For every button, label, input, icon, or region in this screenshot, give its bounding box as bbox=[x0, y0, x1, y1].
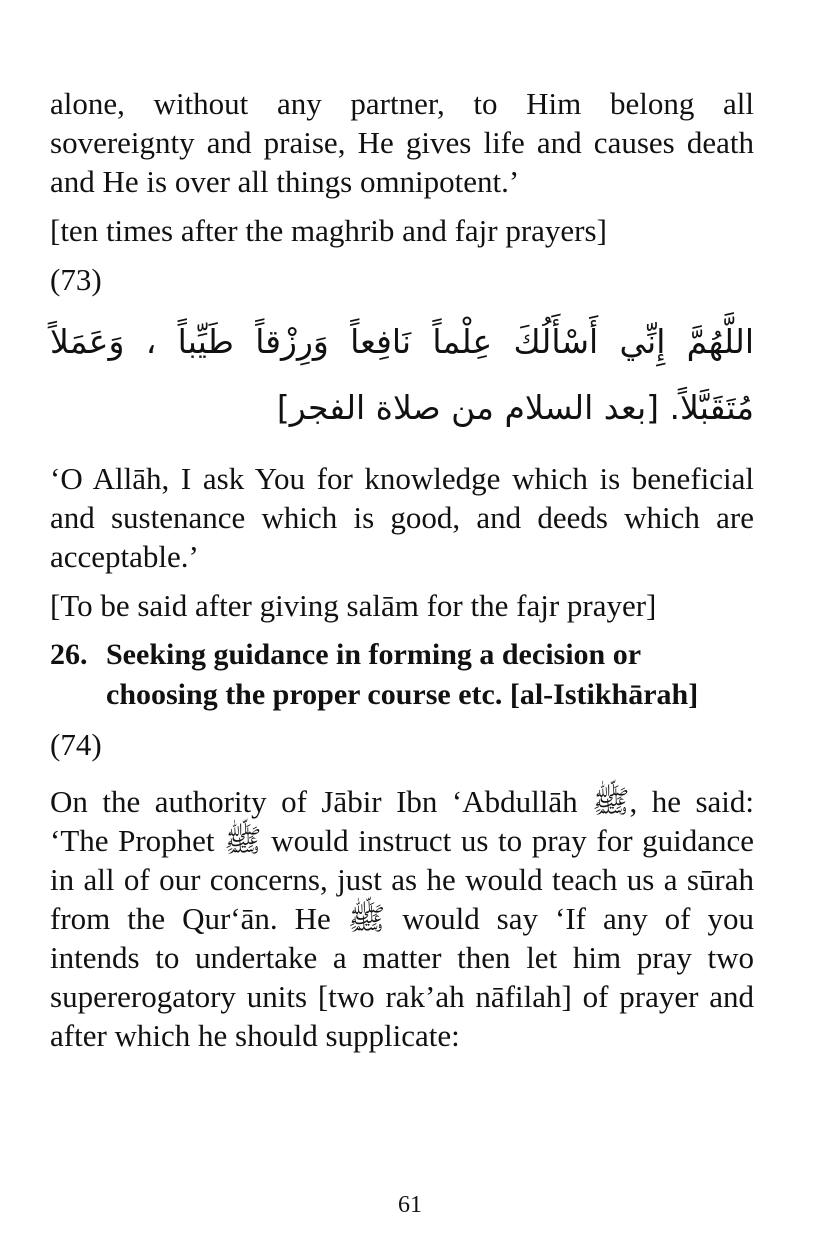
hadith-number-73: (73) bbox=[50, 262, 102, 297]
hadith-74-text: On the authority of Jābir Ibn ‘Abdullāh ﷺ, he said: ‘The Prophet ﷺ would instruct us to pray for guidance in all of our concerns, just as he would teach us a sūrah from the Qur‘ān. He ﷺ would say ‘If any of you intends to undertake a matter then let him pray two supererogatory units [two rak’ah nāfilah] of prayer and after which he should supplicate: bbox=[50, 784, 755, 1053]
section-heading-number: 26. bbox=[50, 638, 88, 671]
spacer bbox=[50, 299, 754, 309]
hadith-number-74: (74) bbox=[50, 727, 102, 762]
note-fajr-salam: [To be said after giving salām for the fajr prayer] bbox=[50, 588, 657, 623]
page-content bbox=[50, 84, 754, 1055]
note-ten-times: [ten times after the maghrib and fajr prayers] bbox=[50, 213, 607, 248]
arabic-supplication-73: اللَّهُمَّ إِنِّي أَسْأَلُكَ عِلْماً نَافِعاً وَرِزْقاً طَيِّباً ، وَعَمَلاً مُتَقَبَّلاً. [بعد السلام من صلاة الفجر] bbox=[50, 322, 754, 427]
page-number: 61 bbox=[398, 1192, 422, 1218]
spacer bbox=[50, 250, 754, 260]
spacer bbox=[50, 625, 754, 635]
spacer bbox=[50, 441, 754, 459]
section-heading-text: Seeking guidance in forming a decision or choosing the proper course etc. [al-Istikhārah] bbox=[106, 638, 699, 711]
spacer bbox=[50, 201, 754, 211]
spacer bbox=[50, 715, 754, 725]
spacer bbox=[50, 576, 754, 586]
spacer bbox=[50, 764, 754, 782]
translation-73: ‘O Allāh, I ask You for knowledge which is beneficial and sustenance which is good, and deeds which are acceptable.’ bbox=[50, 461, 754, 574]
section-heading-26 bbox=[50, 635, 754, 715]
paragraph-continuation: alone, without any partner, to Him belong all sovereignty and praise, He gives life and causes death and He is over all things omnipotent.’ bbox=[50, 86, 754, 199]
